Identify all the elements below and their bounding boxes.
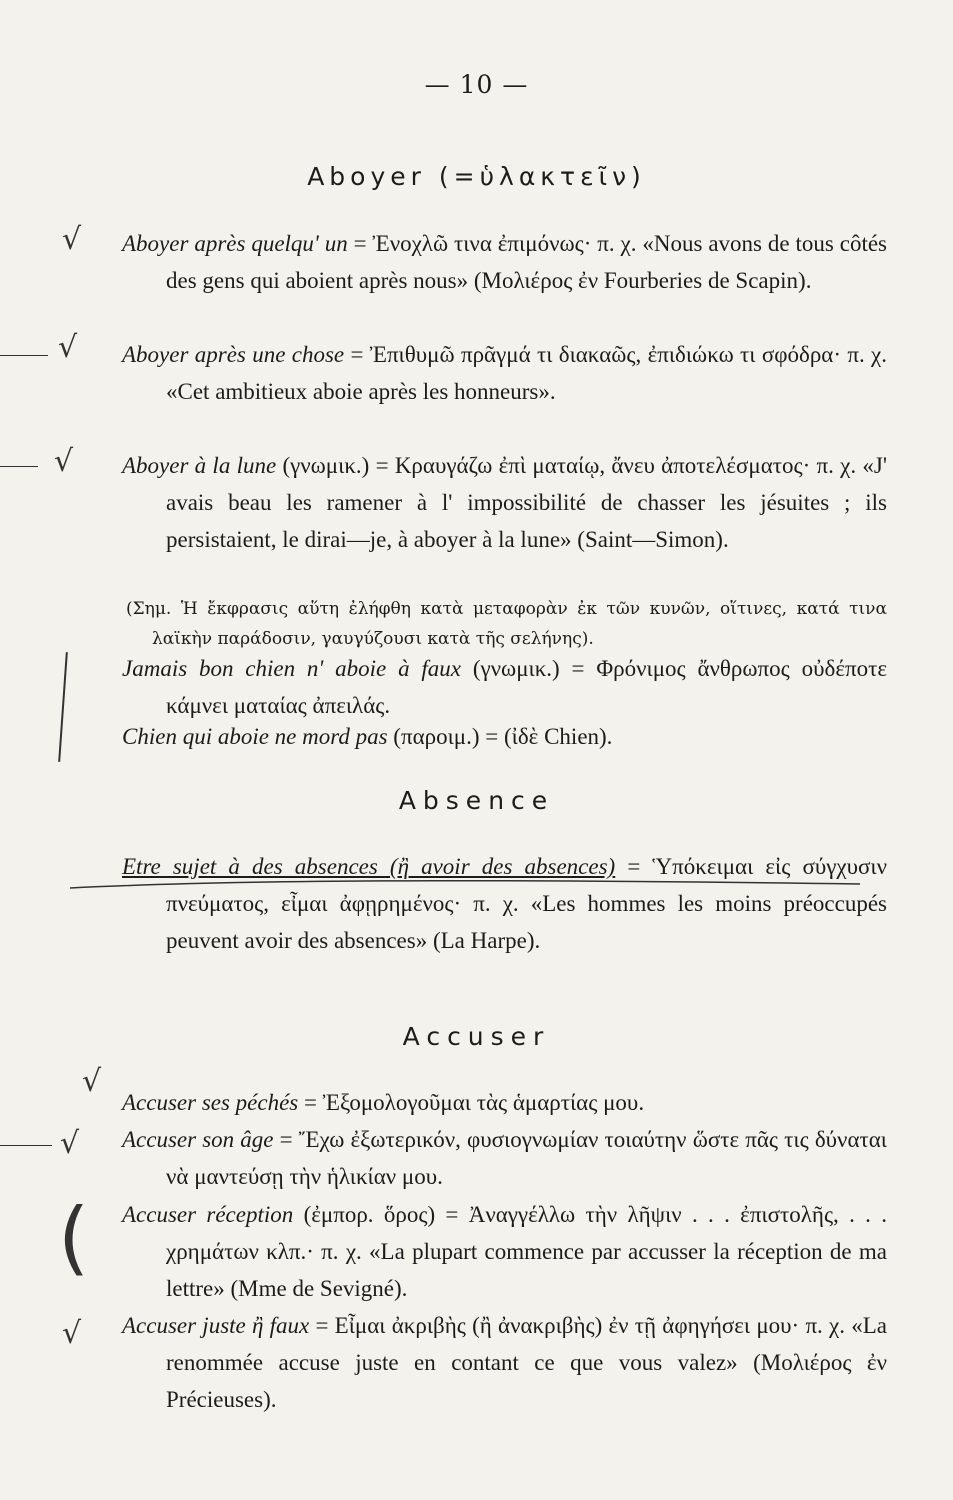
entry-term: Jamais bon chien n' aboie à faux [122, 656, 462, 681]
heading-accuser: Accuser [402, 1022, 551, 1051]
pen-underline-stroke [70, 876, 860, 890]
entry-accuser-peches [122, 1084, 887, 1121]
page-number: — 10 — [424, 70, 529, 99]
entry-jamais-bon-chien [122, 650, 887, 724]
check-mark-icon: √ [62, 222, 82, 257]
check-mark-icon: √ [58, 330, 78, 365]
entry-text: (γνωμικ.) = Φρόνιμος ἄνθρωπος οὐδέποτε κάμνει ματαίας ἀπειλάς. [166, 656, 887, 718]
entry-term: Aboyer après quelqu' un [122, 231, 348, 256]
entry-text: (γνωμικ.) = Κραυγάζω ἐπὶ ματαίῳ, ἄνευ ἀποτελέσματος· π. χ. «J' avais beau les ramener à l' impossibilité de chasser les jésuites ; ils persistaient, le dirai—je, à aboyer à la lune» (Saint—Simon). [166, 453, 887, 552]
entry-accuser-juste [122, 1307, 887, 1418]
entry-text: = Ὑπόκειμαι εἰς σύγχυσιν πνεύματος, εἶμαι ἀφῃρημένος· π. χ. «Les hommes les moins préoccupés peuvent avoir des absences» (La Harpe). [166, 854, 887, 953]
entry-text: = Ἐξομολογοῦμαι τὰς ἁμαρτίας μου. [298, 1090, 645, 1115]
paren-mark-icon: ( [58, 1191, 90, 1284]
check-mark-icon: √ [62, 1316, 82, 1351]
entry-text: = Εἶμαι ἀκριβὴς (ἢ ἀνακριβὴς) ἐν τῇ ἀφηγήσει μου· π. χ. «La renommée accuse juste en contant ce que vous valez» (Μολιέρος ἐν Précieuses). [166, 1313, 887, 1412]
check-mark-icon: √ [60, 1126, 80, 1161]
entry-etre-sujet-absences [122, 848, 887, 959]
entry-text: (ἐμπορ. ὅρος) = Ἀναγγέλλω τὴν λῆψιν . . . ἐπιστολῆς, . . . χρημάτων κλπ.· π. χ. «La plupart commence par accusser la réception de ma lettre» (Mme de Sevigné). [166, 1202, 887, 1301]
entry-term: Accuser ses péchés [122, 1090, 299, 1115]
margin-rule [0, 1145, 52, 1146]
entry-accuser-reception [122, 1196, 887, 1307]
heading-aboyer: Aboyer (=ὑλακτεῖν) [307, 162, 646, 191]
entry-term: Accuser juste ἢ faux [122, 1313, 310, 1338]
entry-term: Chien qui aboie ne mord pas [122, 724, 388, 749]
note-aboyer: (Σημ. Ἡ ἔκφρασις αὕτη ἐλήφθη κατὰ μεταφορὰν ἐκ τῶν κυνῶν, οἵτινες, κατά τινα λαϊκὴν παράδοσιν, γαυγύζουσι κατὰ τῆς σελήνης). [126, 599, 887, 649]
entry-chien-qui-aboie [122, 718, 887, 755]
entry-term: Accuser réception [122, 1202, 294, 1227]
entry-term: Accuser son âge [122, 1127, 274, 1152]
check-mark-icon: √ [82, 1064, 102, 1099]
entry-aboyer-apres-chose [122, 336, 887, 410]
entry-text: = Ἐπιθυμῶ πρᾶγμά τι διακαῶς, ἐπιδιώκω τι σφόδρα· π. χ. «Cet ambitieux aboie après les honneurs». [166, 342, 888, 404]
entry-text: = Ἔχω ἐξωτερικόν, φυσιογνωμίαν τοιαύτην ὥστε πᾶς τις δύναται νὰ μαντεύσῃ τὴν ἡλικίαν μου. [166, 1127, 887, 1189]
margin-rule [0, 466, 38, 467]
entry-text: (παροιμ.) = (ἰδὲ Chien). [387, 724, 613, 749]
entry-aboyer-a-la-lune [122, 447, 887, 558]
entry-term: Aboyer à la lune [122, 453, 277, 478]
entry-term: Etre sujet à des absences (ἢ avoir des absences) [122, 854, 616, 879]
margin-rule [0, 355, 48, 356]
check-mark-icon: √ [54, 444, 74, 479]
margin-stroke [58, 652, 68, 762]
entry-term: Aboyer après une chose [122, 342, 345, 367]
entry-accuser-age [122, 1121, 887, 1195]
entry-text: = Ἐνοχλῶ τινα ἐπιμόνως· π. χ. «Nous avons de tous côtés des gens qui aboient après nous» (Μολιέρος ἐν Fourberies de Scapin). [166, 231, 887, 293]
entry-aboyer-apres-quelquun [122, 225, 887, 299]
heading-absence: Absence [398, 786, 555, 815]
